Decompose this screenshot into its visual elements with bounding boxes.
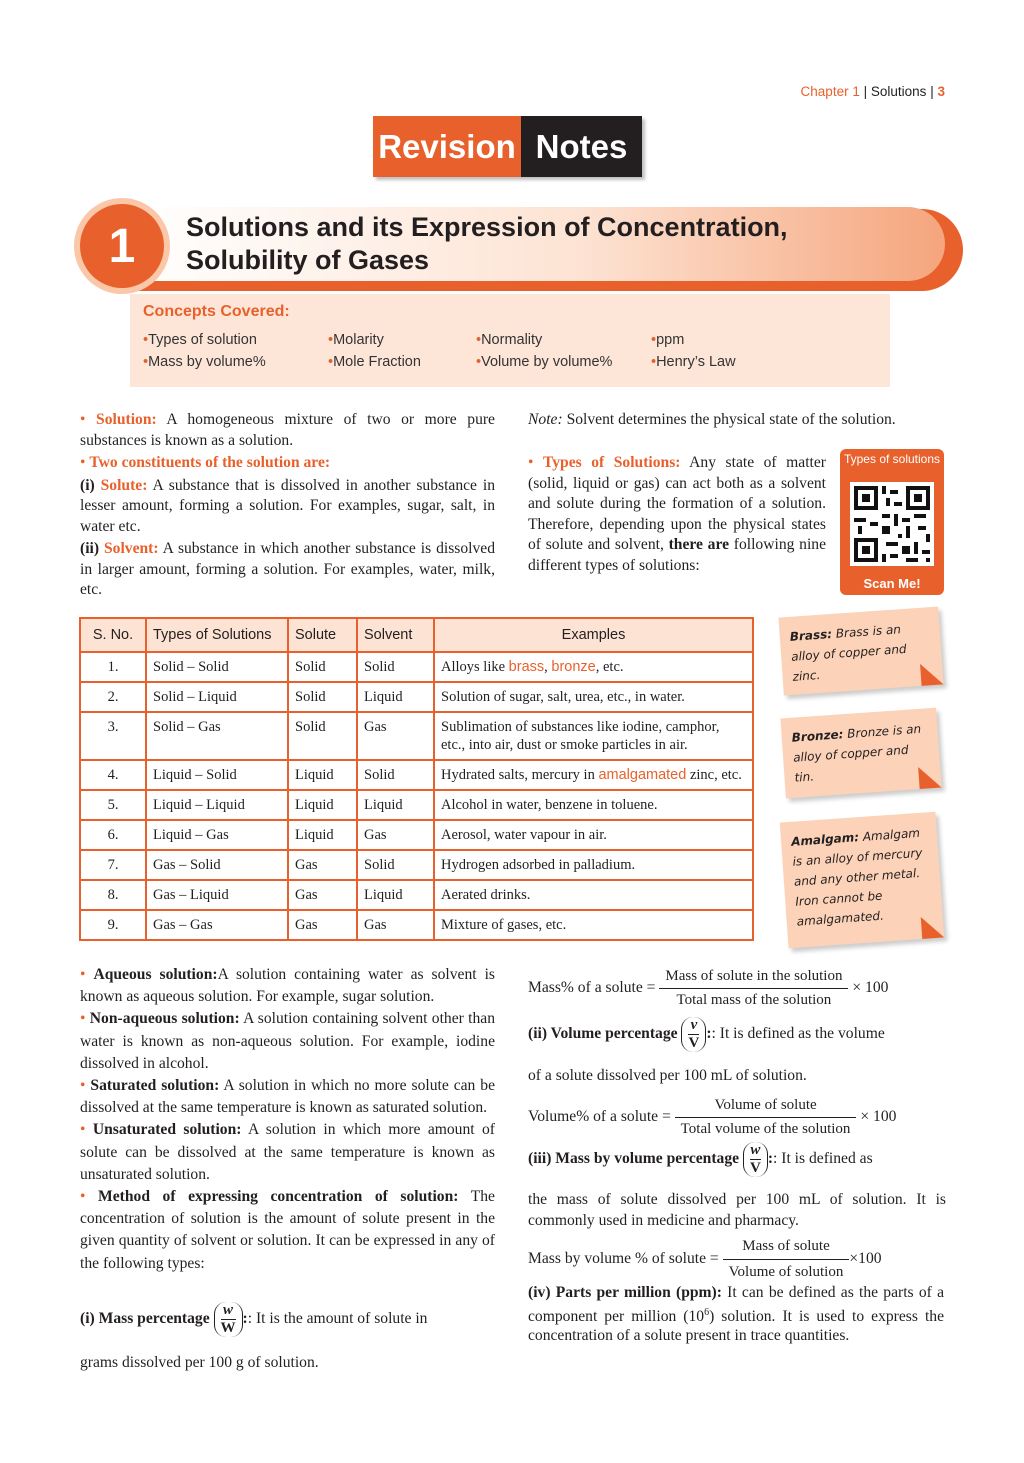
table-cell: Solid bbox=[288, 712, 357, 760]
saturated-text: A solution in which no more solute can be dissolved at the same temperature is known as saturated solution. bbox=[80, 1077, 496, 1117]
concept-item: • ppm bbox=[651, 332, 684, 348]
formula-den: Total mass of the solution bbox=[676, 992, 832, 1008]
banner-left: Revision bbox=[373, 116, 521, 177]
amalgam-note-text: Amalgam is an alloy of mercury and any other metal. Iron cannot be amalgamated. bbox=[792, 825, 923, 929]
section-title-line1: Solutions and its Expression of Concentration, bbox=[186, 212, 788, 242]
saturated-paragraph: • Saturated solution: A solution in which no more solute can be dissolved at the same temperature is known as saturated solution. bbox=[80, 1077, 496, 1117]
lower-left-text bbox=[80, 964, 495, 1275]
volume-percentage-label: (ii) Volume percentage bbox=[528, 1025, 678, 1043]
table-cell: Liquid – Gas bbox=[146, 820, 288, 850]
types-text: Any state of matter (solid, liquid or gas) can act both as a solvent and solute during the formation of a solution. Therefore, depending upon the physical states of solute and solvent, bbox=[528, 454, 826, 553]
table-cell-example: Sublimation of substances like iodine, camphor, etc., into air, dust or smoke particles in air. bbox=[434, 712, 753, 760]
v-over-V-fraction bbox=[681, 1017, 706, 1052]
mass-percentage-line: (i) Mass percentage $\frac{w}{W}$ :: It is the amount of solute in bbox=[80, 1302, 428, 1336]
table-header: Examples bbox=[434, 618, 753, 652]
bronze-note-label: Bronze: bbox=[791, 727, 844, 745]
volume-percentage-cont: of a solute dissolved per 100 mL of solution. bbox=[528, 1067, 807, 1084]
note-paragraph bbox=[528, 410, 944, 431]
table-cell-example: Solution of sugar, salt, urea, etc., in water. bbox=[434, 682, 753, 712]
formula-num: Mass of solute in the solution bbox=[659, 967, 848, 989]
unsaturated-text: A solution in which more amount of solute can be dissolved at the same temperature is known as unsaturated solution. bbox=[80, 1121, 495, 1183]
section-title-line2: Solubility of Gases bbox=[186, 245, 430, 275]
mass-percentage-label: (i) Mass percentage bbox=[80, 1310, 210, 1328]
page-number: 3 bbox=[937, 84, 945, 99]
non-aqueous-text: A solution containing solvent other than water is known as non-aqueous solution. For example, iodine dissolved in alcohol. bbox=[80, 1010, 495, 1072]
saturated-label: Saturated solution: bbox=[90, 1077, 220, 1095]
table-cell: 8. bbox=[80, 880, 146, 910]
frac-num: w bbox=[750, 1142, 761, 1158]
section-number: 1 bbox=[108, 219, 136, 273]
table-header: S. No. bbox=[80, 618, 146, 652]
brass-note-text: Brass is an alloy of copper and zinc. bbox=[790, 622, 907, 684]
w-over-W-fraction bbox=[214, 1302, 243, 1337]
concepts-title: Concepts Covered: bbox=[143, 303, 290, 320]
solvent-text: A substance in which another substance is dissolved in larger amount, forming a solution. For examples, water, milk, etc. bbox=[80, 540, 495, 598]
formula-fraction bbox=[723, 1236, 850, 1283]
table-header: Solute bbox=[288, 618, 357, 652]
solute-paragraph bbox=[80, 476, 495, 538]
table-cell: Gas – Liquid bbox=[146, 880, 288, 910]
method-paragraph: • Method of expressing concentration of solution: The concentration of solution is the amount of solute present in the given quantity of solvent or solution. It can be expressed in any of the following types: bbox=[80, 1188, 495, 1272]
types-text2: following nine different types of solutions: bbox=[528, 536, 826, 574]
note-fold-icon bbox=[921, 915, 944, 938]
formula-fraction bbox=[659, 967, 848, 1010]
frac-den: V bbox=[688, 1035, 700, 1051]
table-row bbox=[80, 880, 753, 910]
ppm-superscript: 6 bbox=[704, 1306, 710, 1318]
left-column-text bbox=[80, 410, 495, 601]
table-cell: Liquid bbox=[288, 760, 357, 790]
constituents-label: Two constituents of the solution are: bbox=[89, 454, 331, 471]
solute-num: (i) bbox=[80, 476, 95, 494]
formula-num: Mass of solute bbox=[723, 1236, 850, 1260]
amalgam-note-label: Amalgam: bbox=[790, 830, 860, 849]
formula-multiplier: × 100 bbox=[860, 1108, 897, 1126]
table-cell-example: Aerated drinks. bbox=[434, 880, 753, 910]
table-row bbox=[80, 790, 753, 820]
table-cell-example: Hydrated salts, mercury in amalgamated zinc, etc. bbox=[434, 760, 753, 790]
formula-den: Total volume of the solution bbox=[680, 1121, 851, 1137]
brass-sticky-note bbox=[778, 607, 943, 696]
table-cell: Gas bbox=[288, 850, 357, 880]
concepts-covered-box bbox=[130, 294, 890, 387]
volume-percent-formula bbox=[528, 1096, 948, 1139]
table-cell: Liquid bbox=[288, 790, 357, 820]
table-cell: Gas bbox=[288, 880, 357, 910]
table-cell: Solid bbox=[288, 682, 357, 712]
ppm-text: It can be defined as the parts of a component per million (10 bbox=[528, 1284, 944, 1325]
non-aqueous-paragraph: • Non-aqueous solution: A solution containing solvent other than water is known as non-aqueous solution. For example, iodine dissolved in alcohol. bbox=[80, 1010, 495, 1072]
table-cell-example: Aerosol, water vapour in air. bbox=[434, 820, 753, 850]
types-bold: there are bbox=[668, 536, 730, 553]
header-section: Solutions bbox=[870, 84, 927, 99]
table-cell: Liquid – Liquid bbox=[146, 790, 288, 820]
ppm-label: (iv) Parts per million (ppm): bbox=[528, 1284, 722, 1301]
table-cell: Solid – Solid bbox=[146, 652, 288, 682]
bronze-note-text: Bronze is an alloy of copper and tin. bbox=[792, 721, 922, 785]
w-over-V-fraction bbox=[743, 1142, 768, 1177]
solution-label: Solution: bbox=[96, 411, 157, 428]
table-cell: Gas bbox=[357, 820, 434, 850]
aqueous-paragraph: • Aqueous solution:A solution containing water as solvent is known as aqueous solution. For example, sugar solution. bbox=[80, 966, 495, 1006]
table-cell: Liquid bbox=[357, 790, 434, 820]
table-cell: Liquid bbox=[357, 682, 434, 712]
formula-multiplier: ×100 bbox=[849, 1250, 882, 1268]
amalgam-sticky-note bbox=[780, 812, 944, 949]
concept-item: • Volume by volume% bbox=[476, 354, 612, 370]
table-cell: 7. bbox=[80, 850, 146, 880]
table-cell: Gas bbox=[357, 910, 434, 940]
header-chapter: Chapter 1 bbox=[800, 84, 860, 99]
qr-code-icon[interactable] bbox=[850, 482, 934, 566]
concept-item: • Molarity bbox=[328, 332, 384, 348]
table-cell: Gas – Gas bbox=[146, 910, 288, 940]
formula-num: Volume of solute bbox=[675, 1096, 857, 1118]
table-row bbox=[80, 820, 753, 850]
header-sep: | bbox=[863, 84, 868, 99]
table-cell: Liquid bbox=[357, 880, 434, 910]
solution-paragraph: • Solution: A homogeneous mixture of two or more pure substances is known as a solution. bbox=[80, 411, 495, 449]
table-row bbox=[80, 712, 753, 760]
section-number-badge bbox=[80, 204, 164, 288]
table-row bbox=[80, 682, 753, 712]
concept-item: • Mole Fraction bbox=[328, 354, 421, 370]
solvent-label: Solvent: bbox=[103, 540, 159, 557]
table-cell: Solid bbox=[288, 652, 357, 682]
qr-code-card[interactable] bbox=[840, 449, 944, 595]
table-cell: Gas bbox=[357, 712, 434, 760]
note-fold-icon bbox=[920, 662, 943, 685]
aqueous-text: A solution containing water as solvent is known as aqueous solution. For example, sugar solution. bbox=[80, 966, 495, 1006]
table-cell: Liquid bbox=[288, 820, 357, 850]
table-header: Types of Solutions bbox=[146, 618, 288, 652]
table-cell: 3. bbox=[80, 712, 146, 760]
table-cell: Solid – Gas bbox=[146, 712, 288, 760]
mass-percent-formula bbox=[528, 967, 948, 1010]
running-header bbox=[801, 84, 945, 99]
table-cell: 6. bbox=[80, 820, 146, 850]
concept-item: • Mass by volume% bbox=[143, 354, 266, 370]
non-aqueous-label: Non-aqueous solution: bbox=[89, 1010, 240, 1028]
table-cell: Gas – Solid bbox=[146, 850, 288, 880]
highlighted-term: brass bbox=[508, 659, 545, 675]
highlighted-term: bronze bbox=[551, 659, 596, 675]
table-header-row bbox=[80, 618, 753, 652]
ppm-text2: ) solution. It is used to express the concentration of a solute present in trace quantities. bbox=[528, 1307, 945, 1345]
note-label: Note: bbox=[528, 411, 563, 428]
table-cell-example: Alloys like brass, bronze, etc. bbox=[434, 652, 753, 682]
solvent-num: (ii) bbox=[80, 540, 100, 557]
concept-item: • Henry’s Law bbox=[651, 354, 736, 370]
formula-lhs: Mass by volume % of solute = bbox=[528, 1250, 719, 1268]
header-sep: | bbox=[930, 84, 934, 99]
frac-den: W bbox=[220, 1320, 236, 1336]
method-label: Method of expressing concentration of solution: bbox=[98, 1188, 459, 1206]
mass-by-volume-cont: the mass of solute dissolved per 100 mL of solution. It is commonly used in medicine and pharmacy. bbox=[528, 1191, 946, 1229]
revision-notes-banner bbox=[373, 116, 642, 177]
table-cell: 1. bbox=[80, 652, 146, 682]
concept-item: • Normality bbox=[476, 332, 542, 348]
qr-scan-label: Scan Me! bbox=[863, 576, 921, 591]
mass-by-volume-label: (iii) Mass by volume percentage bbox=[528, 1150, 740, 1168]
mass-percentage-text: : It is the amount of solute in bbox=[247, 1310, 428, 1328]
solute-label: Solute: bbox=[100, 476, 148, 494]
table-cell-example: Hydrogen adsorbed in palladium. bbox=[434, 850, 753, 880]
table-cell: Solid bbox=[357, 652, 434, 682]
formula-fraction bbox=[675, 1096, 857, 1139]
table-cell: Solid – Liquid bbox=[146, 682, 288, 712]
table-row bbox=[80, 760, 753, 790]
table-row bbox=[80, 910, 753, 940]
mass-by-volume-line: (iii) Mass by volume percentage $\frac{w}{V}$ :: It is defined as bbox=[528, 1142, 873, 1176]
table-header: Solvent bbox=[357, 618, 434, 652]
formula-den: Volume of solution bbox=[728, 1264, 844, 1280]
frac-num: w bbox=[221, 1302, 236, 1320]
formula-lhs: Mass% of a solute = bbox=[528, 979, 656, 997]
unsaturated-label: Unsaturated solution: bbox=[92, 1121, 242, 1139]
banner-right: Notes bbox=[521, 116, 642, 177]
table-cell: Gas bbox=[288, 910, 357, 940]
table-row bbox=[80, 652, 753, 682]
mass-percentage-cont: grams dissolved per 100 g of solution. bbox=[80, 1354, 319, 1371]
volume-percentage-line: (ii) Volume percentage $\frac{v}{V}$ :: It is defined as the volume bbox=[528, 1017, 885, 1051]
concept-item: • Types of solution bbox=[143, 332, 257, 348]
table-cell: 9. bbox=[80, 910, 146, 940]
table-cell: 4. bbox=[80, 760, 146, 790]
types-paragraph: • Types of Solutions: Any state of matter (solid, liquid or gas) can act both as a solvent and solute during the formation of a solution. Therefore, depending upon the physical states of solute and solvent, there are following nine different types of solutions: bbox=[528, 454, 826, 574]
table-cell-example: Alcohol in water, benzene in toluene. bbox=[434, 790, 753, 820]
solution-text: A homogeneous mixture of two or more pure substances is known as a solution. bbox=[80, 411, 495, 449]
frac-den: V bbox=[749, 1160, 761, 1176]
bronze-sticky-note bbox=[780, 708, 941, 799]
solvent-paragraph bbox=[80, 539, 495, 601]
note-fold-icon bbox=[918, 766, 941, 789]
method-text: The concentration of solution is the amount of solute present in the given quantity of solvent or solution. It can be expressed in any of the following types: bbox=[80, 1188, 495, 1272]
volume-percentage-text: : It is defined as the volume bbox=[711, 1025, 885, 1043]
ppm-paragraph bbox=[528, 1283, 944, 1346]
table-cell: Solid bbox=[357, 850, 434, 880]
constituents-heading: • Two constituents of the solution are: bbox=[80, 454, 331, 471]
table-cell: Solid bbox=[357, 760, 434, 790]
aqueous-label: Aqueous solution: bbox=[93, 966, 218, 983]
unsaturated-paragraph: • Unsaturated solution: A solution in which more amount of solute can be dissolved at the same temperature is known as unsaturated solution. bbox=[80, 1121, 495, 1183]
table-cell: 2. bbox=[80, 682, 146, 712]
highlighted-term: amalgamated bbox=[598, 767, 687, 783]
formula-lhs: Volume% of a solute = bbox=[528, 1108, 671, 1126]
types-label: Types of Solutions: bbox=[543, 454, 681, 471]
note-text: Solvent determines the physical state of the solution. bbox=[566, 411, 896, 428]
section-title bbox=[186, 211, 788, 277]
qr-title: Types of solutions bbox=[843, 452, 941, 466]
table-cell: 5. bbox=[80, 790, 146, 820]
frac-num: v bbox=[688, 1017, 699, 1035]
mass-by-volume-formula bbox=[528, 1236, 948, 1283]
table-cell-example: Mixture of gases, etc. bbox=[434, 910, 753, 940]
types-of-solutions-table bbox=[79, 617, 754, 941]
formula-multiplier: × 100 bbox=[852, 979, 889, 997]
table-cell: Liquid – Solid bbox=[146, 760, 288, 790]
solute-text: A substance that is dissolved in another substance in lesser amount, forming a solution. For examples, sugar, salt, in water etc. bbox=[80, 476, 495, 535]
table-row bbox=[80, 850, 753, 880]
mass-by-volume-text: : It is defined as bbox=[773, 1150, 873, 1168]
brass-note-label: Brass: bbox=[789, 626, 833, 644]
